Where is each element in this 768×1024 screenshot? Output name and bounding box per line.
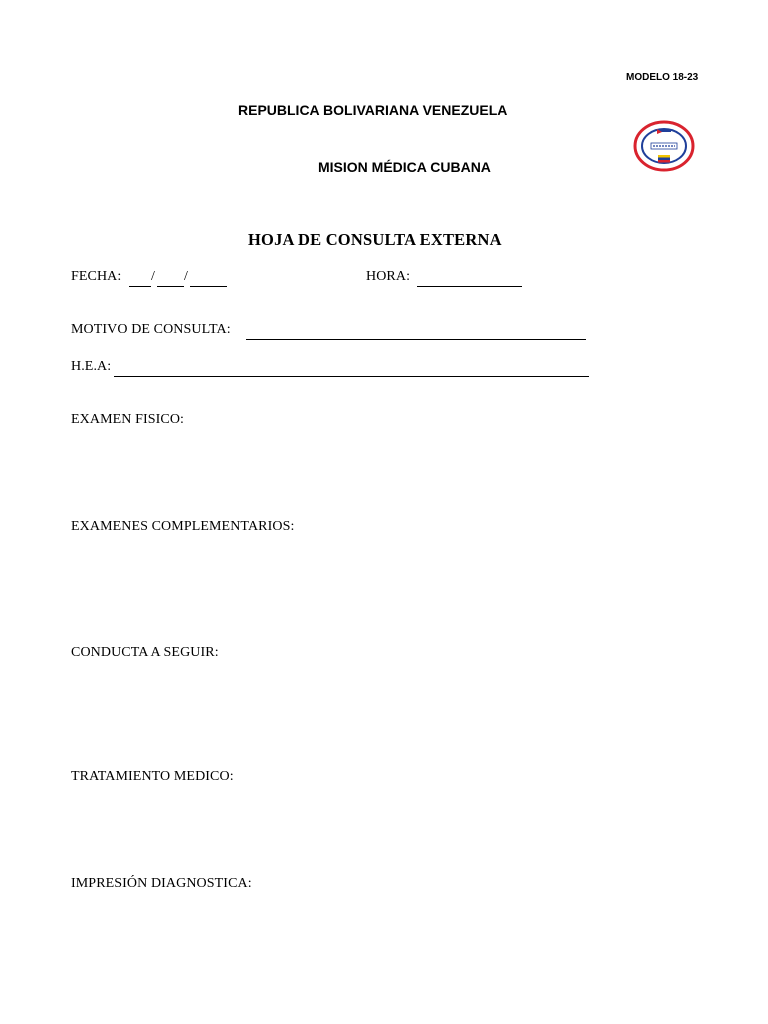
fecha-year-field[interactable] xyxy=(190,286,227,287)
date-separator: / xyxy=(151,269,155,284)
fecha-month-field[interactable] xyxy=(157,286,184,287)
impresion-diagnostica-label: IMPRESIÓN DIAGNOSTICA: xyxy=(71,876,252,891)
hora-label: HORA: xyxy=(366,269,411,284)
hea-field[interactable] xyxy=(114,376,589,377)
mision-medica-cubana-seal-icon xyxy=(633,120,695,172)
mission-heading: MISION MÉDICA CUBANA xyxy=(318,159,491,175)
examen-fisico-label: EXAMEN FISICO: xyxy=(71,412,185,427)
motivo-consulta-label: MOTIVO DE CONSULTA: xyxy=(71,322,231,337)
fecha-label: FECHA: xyxy=(71,269,122,284)
tratamiento-medico-label: TRATAMIENTO MEDICO: xyxy=(71,769,234,784)
fecha-day-field[interactable] xyxy=(129,286,151,287)
hea-label: H.E.A: xyxy=(71,359,112,374)
examenes-complementarios-label: EXAMENES COMPLEMENTARIOS: xyxy=(71,519,295,534)
republic-heading: REPUBLICA BOLIVARIANA VENEZUELA xyxy=(238,102,508,118)
form-model-code: MODELO 18-23 xyxy=(626,72,699,83)
form-title: HOJA DE CONSULTA EXTERNA xyxy=(248,230,502,249)
date-separator: / xyxy=(184,269,188,284)
motivo-consulta-field[interactable] xyxy=(246,339,586,340)
hora-field[interactable] xyxy=(417,286,522,287)
conducta-a-seguir-label: CONDUCTA A SEGUIR: xyxy=(71,645,219,660)
